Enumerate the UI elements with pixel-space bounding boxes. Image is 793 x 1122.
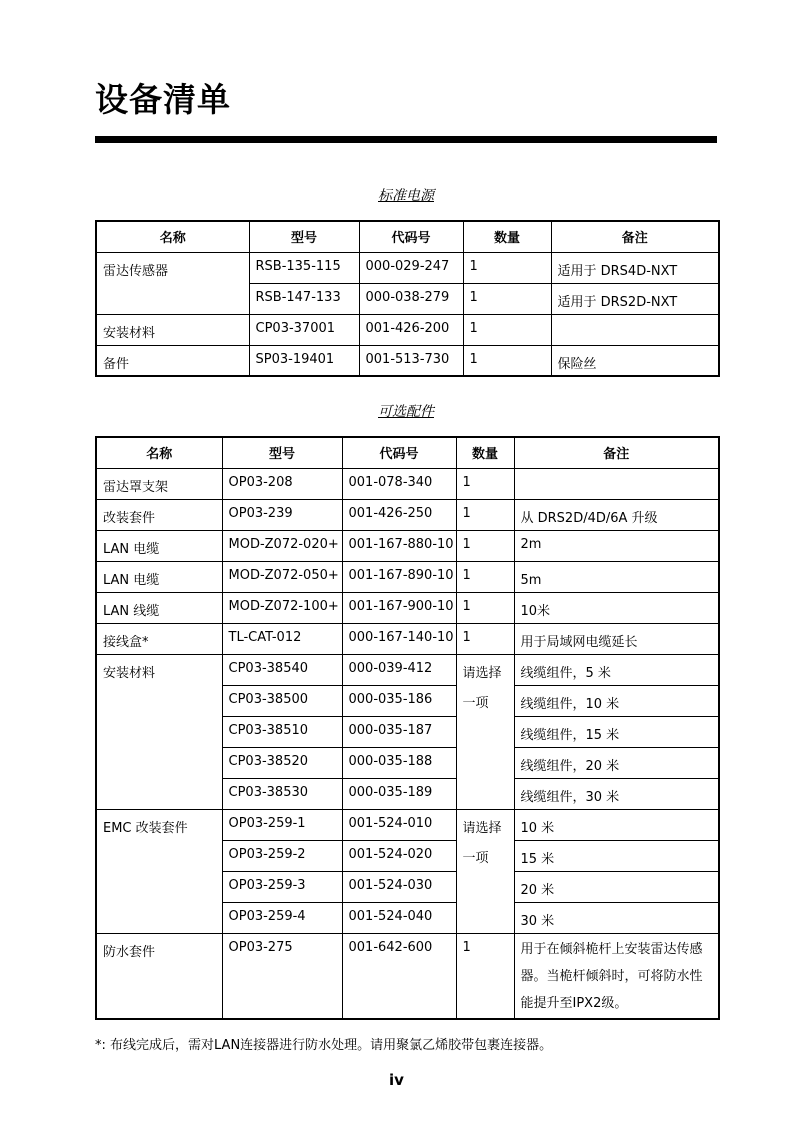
item-model: SP03-19401 <box>255 351 335 367</box>
table-row <box>96 252 719 283</box>
item-code: 001-642-600 <box>348 939 433 955</box>
item-code: 000-167-140-10 <box>348 629 454 645</box>
page-title: 设备清单 <box>95 80 231 119</box>
header-note: 备注 <box>551 221 719 252</box>
item-name: 备件 <box>103 356 130 372</box>
item-model: MOD-Z072-050+ <box>228 567 339 583</box>
header-code: 代码号 <box>359 221 463 252</box>
optional-table <box>95 436 720 1020</box>
table-row <box>96 499 719 530</box>
item-name: LAN 电缆 <box>103 541 160 557</box>
item-qty-choice: 请选择一项 <box>462 665 502 711</box>
item-model: CP03-38510 <box>228 722 309 738</box>
header-name: 名称 <box>96 221 249 252</box>
table-row <box>96 933 719 1019</box>
item-code: 000-035-189 <box>348 784 433 800</box>
item-code: 000-035-188 <box>348 753 433 769</box>
item-name: 防水套件 <box>103 944 156 960</box>
item-qty: 1 <box>469 258 478 274</box>
header-model: 型号 <box>222 437 342 468</box>
item-note <box>515 469 719 479</box>
header-note: 备注 <box>514 437 719 468</box>
item-qty: 1 <box>469 289 478 305</box>
item-model: OP03-208 <box>228 474 293 490</box>
item-note: 保险丝 <box>557 356 597 372</box>
item-model: RSB-147-133 <box>255 289 341 305</box>
item-code: 000-035-187 <box>348 722 433 738</box>
item-code: 001-167-890-10 <box>348 567 454 583</box>
item-code: 001-426-200 <box>365 320 450 336</box>
item-code: 001-524-040 <box>348 908 433 924</box>
item-model: CP03-38530 <box>228 784 309 800</box>
item-note: 适用于 DRS2D-NXT <box>557 294 678 310</box>
item-qty: 1 <box>462 567 471 583</box>
item-model: OP03-259-3 <box>228 877 306 893</box>
item-note: 线缆组件，5 米 <box>520 665 611 681</box>
item-model: MOD-Z072-100+ <box>228 598 339 614</box>
item-qty: 1 <box>462 629 471 645</box>
item-note: 30 米 <box>520 913 555 929</box>
item-name: 安装材料 <box>103 325 156 341</box>
item-model: CP03-38520 <box>228 753 309 769</box>
item-name: 安装材料 <box>103 665 156 681</box>
item-qty: 1 <box>469 320 478 336</box>
item-note: 线缆组件，15 米 <box>520 727 620 743</box>
item-name: EMC 改装套件 <box>103 820 188 836</box>
item-qty: 1 <box>462 505 471 521</box>
item-qty: 1 <box>462 474 471 490</box>
item-note: 5m <box>520 572 542 588</box>
item-name: 接线盒* <box>103 634 149 650</box>
standard-table <box>95 220 720 377</box>
table-header-row <box>96 437 719 468</box>
item-qty: 1 <box>462 939 471 955</box>
table-header-row <box>96 221 719 252</box>
item-note: 用于在倾斜桅杆上安装雷达传感器。当桅杆倾斜时，可将防水性能提升至IPX2级。 <box>520 941 703 1011</box>
item-model: TL-CAT-012 <box>228 629 302 645</box>
footnote: *: 布线完成后，需对LAN连接器进行防水处理。请用聚氯乙烯胶带包裹连接器。 <box>95 1038 553 1053</box>
item-note: 线缆组件，10 米 <box>520 696 620 712</box>
item-model: CP03-38500 <box>228 691 309 707</box>
header-model: 型号 <box>249 221 359 252</box>
item-note: 线缆组件，20 米 <box>520 758 620 774</box>
header-qty: 数量 <box>456 437 514 468</box>
item-qty: 1 <box>462 598 471 614</box>
item-model: OP03-259-1 <box>228 815 306 831</box>
item-name: 雷达罩支架 <box>103 479 169 495</box>
table-row <box>96 561 719 592</box>
header-code: 代码号 <box>342 437 456 468</box>
page-number: iv <box>389 1071 404 1089</box>
item-model: CP03-38540 <box>228 660 309 676</box>
item-note: 线缆组件，30 米 <box>520 789 620 805</box>
item-name: LAN 电缆 <box>103 572 160 588</box>
item-code: 001-513-730 <box>365 351 450 367</box>
item-qty-choice: 请选择一项 <box>462 820 502 866</box>
standard-section-title: 标准电源 <box>378 188 434 204</box>
table-row <box>96 592 719 623</box>
item-code: 001-078-340 <box>348 474 433 490</box>
item-model: OP03-239 <box>228 505 293 521</box>
table-row <box>96 809 719 840</box>
item-model: CP03-37001 <box>255 320 336 336</box>
item-note: 2m <box>520 536 542 552</box>
item-note: 10米 <box>520 603 551 619</box>
item-name: 雷达传感器 <box>103 263 169 279</box>
item-note: 10 米 <box>520 820 555 836</box>
item-qty: 1 <box>469 351 478 367</box>
item-model: OP03-259-4 <box>228 908 306 924</box>
table-row <box>96 345 719 376</box>
item-model: MOD-Z072-020+ <box>228 536 339 552</box>
table-row <box>96 623 719 654</box>
header-name: 名称 <box>96 437 222 468</box>
item-model: RSB-135-115 <box>255 258 341 274</box>
item-note <box>552 315 719 325</box>
item-code: 001-426-250 <box>348 505 433 521</box>
title-rule <box>95 136 717 143</box>
table-row <box>96 314 719 345</box>
item-note: 适用于 DRS4D-NXT <box>557 263 678 279</box>
item-code: 001-524-030 <box>348 877 433 893</box>
table-row <box>96 468 719 499</box>
table-row <box>96 530 719 561</box>
item-name: LAN 线缆 <box>103 603 160 619</box>
item-model: OP03-275 <box>228 939 293 955</box>
item-code: 000-038-279 <box>365 289 450 305</box>
item-code: 000-035-186 <box>348 691 433 707</box>
item-name: 改装套件 <box>103 510 156 526</box>
optional-section-title: 可选配件 <box>378 404 434 420</box>
item-code: 001-167-880-10 <box>348 536 454 552</box>
header-qty: 数量 <box>463 221 551 252</box>
table-row <box>96 654 719 685</box>
item-note: 20 米 <box>520 882 555 898</box>
item-code: 001-524-020 <box>348 846 433 862</box>
item-note: 15 米 <box>520 851 555 867</box>
item-code: 001-167-900-10 <box>348 598 454 614</box>
item-code: 000-029-247 <box>365 258 450 274</box>
item-model: OP03-259-2 <box>228 846 306 862</box>
item-code: 001-524-010 <box>348 815 433 831</box>
item-note: 用于局域网电缆延长 <box>520 634 638 650</box>
item-qty: 1 <box>462 536 471 552</box>
item-code: 000-039-412 <box>348 660 433 676</box>
item-note: 从 DRS2D/4D/6A 升级 <box>520 510 658 526</box>
